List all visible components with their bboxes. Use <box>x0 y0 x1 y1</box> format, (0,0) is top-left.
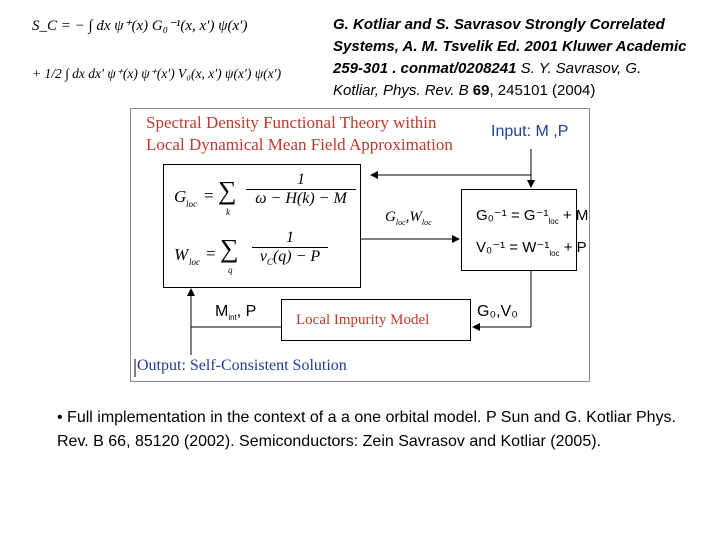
wloc-lhs: W <box>174 245 189 264</box>
gloc-wloc-box <box>163 164 361 288</box>
wloc-equation <box>174 229 359 283</box>
mid-g: G <box>385 209 396 225</box>
wloc-den-v: v <box>259 248 267 265</box>
local-impurity-label: Local Impurity Model <box>296 312 430 328</box>
sdft-diagram <box>130 108 590 382</box>
output-label: Output: Self-Consistent Solution <box>137 357 347 374</box>
gloc-sum-sub: k <box>226 207 230 217</box>
reference-line-1: G. Kotliar and S. Savrasov Strongly Correlated <box>333 16 665 33</box>
wloc-numerator: 1 <box>252 229 328 248</box>
mid-g-sub: loc <box>395 218 406 227</box>
gloc-denominator: ω − H(k) − M <box>255 190 347 207</box>
gloc-wloc-label <box>385 209 432 227</box>
gloc-lhs-sub: loc <box>186 199 197 209</box>
g0-eq-sub: loc <box>548 217 559 226</box>
g0-v0-label: G₀,V₀ <box>477 303 518 320</box>
m-p-label <box>215 303 256 322</box>
wloc-fraction <box>252 229 328 267</box>
m-label-sub: int <box>228 313 237 323</box>
wloc-denominator <box>252 248 328 267</box>
gloc-sum-icon: ∑ <box>218 176 237 205</box>
wloc-den-sub: C <box>266 257 273 268</box>
reference-line-3-rest: S. Y. Savrasov, G. <box>516 60 642 77</box>
gloc-equals: = <box>204 186 214 205</box>
wloc-sum-icon: ∑ <box>220 234 239 263</box>
reference-volume: 69 <box>472 82 490 99</box>
wloc-lhs-sub: loc <box>189 257 200 267</box>
formula-line-bottom: + 1/2 ∫ dx dx′ ψ⁺(x) ψ⁺(x′) V₀(x, x′) ψ(x′) ψ(x′) <box>32 66 282 81</box>
m-label-tail: , P <box>236 303 257 320</box>
gloc-equation <box>174 171 359 221</box>
mid-w: ,W <box>405 209 422 225</box>
v0-equation <box>476 238 587 258</box>
diagram-title-line-2: Local Dynamical Mean Field Approximation <box>146 135 453 154</box>
diagram-title-line-1: Spectral Density Functional Theory within <box>146 113 437 132</box>
formula-line-top: S_C = − ∫ dx ψ⁺(x) G₀⁻¹(x, x′) ψ(x′) <box>32 18 248 34</box>
wloc-equals: = <box>206 244 216 263</box>
g0-eq-head: G₀⁻¹ = G⁻¹ <box>476 207 549 224</box>
v0-eq-head: V₀⁻¹ = W⁻¹ <box>476 239 550 256</box>
reference-line-3-bold: 259-301 . conmat/0208241 <box>333 60 517 77</box>
bullet-text: • Full implementation in the context of a a one orbital model. P Sun and G. Kotliar Phys. Rev. B 66, 85120 (2002). Semiconductors: Zein Savrasov and Kotliar (2005). <box>57 409 676 450</box>
v0-eq-tail: + P <box>559 239 587 256</box>
action-formula <box>28 6 328 106</box>
gloc-fraction <box>246 171 356 208</box>
input-label: Input: M ,P <box>491 123 569 140</box>
gloc-numerator: 1 <box>246 171 356 190</box>
wloc-sum-sub: q <box>228 265 233 275</box>
gloc-lhs: G <box>174 187 187 206</box>
g0-v0-box <box>461 189 589 271</box>
v0-eq-sub: loc <box>549 249 560 258</box>
local-impurity-box <box>281 299 471 341</box>
reference-line-4-pre: Kotliar, Phys. Rev. B <box>333 82 473 99</box>
wloc-den-rest: (q) − P <box>272 248 321 265</box>
g0-equation <box>476 206 588 226</box>
reference-text <box>333 14 718 102</box>
reference-line-2: Systems, A. M. Tsvelik Ed. 2001 Kluwer Academic <box>333 38 687 55</box>
m-label: M <box>215 303 229 320</box>
g0-eq-tail: + M <box>558 207 589 224</box>
reference-line-4-post: , 245101 (2004) <box>489 82 596 99</box>
mid-w-sub: loc <box>421 218 432 227</box>
